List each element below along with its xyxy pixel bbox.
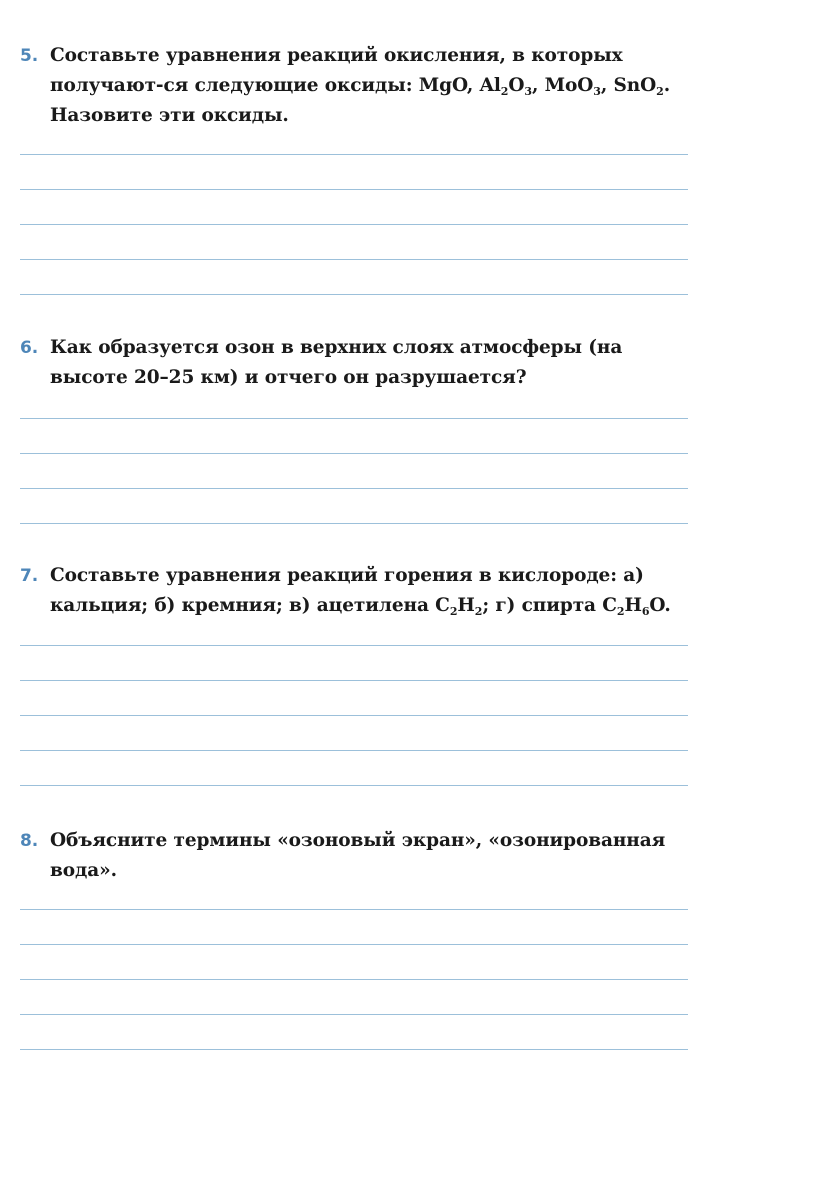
answer-line[interactable] [20,488,688,489]
answer-line[interactable] [20,189,688,190]
task-8-text [20,826,692,886]
answer-area-task-6[interactable] [20,393,692,524]
task-8 [20,826,692,1050]
answer-line[interactable] [20,259,688,260]
answer-line[interactable] [20,909,688,910]
task-6-text [20,333,692,393]
answer-line[interactable] [20,944,688,945]
answer-line[interactable] [20,715,688,716]
task-number: 6. [20,338,39,358]
task-number: 8. [20,831,39,851]
answer-line[interactable] [20,224,688,225]
task-statement: Как образуется озон в верхних слоях атмосферы (на высоте 20–25 км) и отчего он разрушается? [50,337,623,388]
answer-line[interactable] [20,785,688,786]
answer-line[interactable] [20,645,688,646]
answer-line[interactable] [20,523,688,524]
task-6 [20,333,692,524]
answer-area-task-8[interactable] [20,886,692,1050]
task-number: 7. [20,566,39,586]
answer-area-task-5[interactable] [20,131,692,295]
task-statement: Составьте уравнения реакций окисления, в которых получают-ся следующие оксиды: MgO, $Al_2O_3$, MoO$_3$, SnO$_2$. Назовите эти оксиды. [50,45,671,126]
answer-line[interactable] [20,418,688,419]
task-5 [20,41,692,295]
task-5-text [20,41,692,131]
answer-line[interactable] [20,294,688,295]
task-statement: Составьте уравнения реакций горения в кислороде: а) кальция; б) кремния; в) ацетилена $C_2H_2$; г) спирта $C_2H_6O$. [50,565,671,618]
answer-line[interactable] [20,979,688,980]
task-statement: Объясните термины «озоновый экран», «озонированная вода». [50,830,666,881]
answer-line[interactable] [20,453,688,454]
answer-area-task-7[interactable] [20,621,692,786]
task-7 [20,561,692,786]
task-7-text [20,561,692,621]
answer-line[interactable] [20,1014,688,1015]
answer-line[interactable] [20,1049,688,1050]
answer-line[interactable] [20,750,688,751]
task-number: 5. [20,46,39,66]
answer-line[interactable] [20,154,688,155]
answer-line[interactable] [20,680,688,681]
